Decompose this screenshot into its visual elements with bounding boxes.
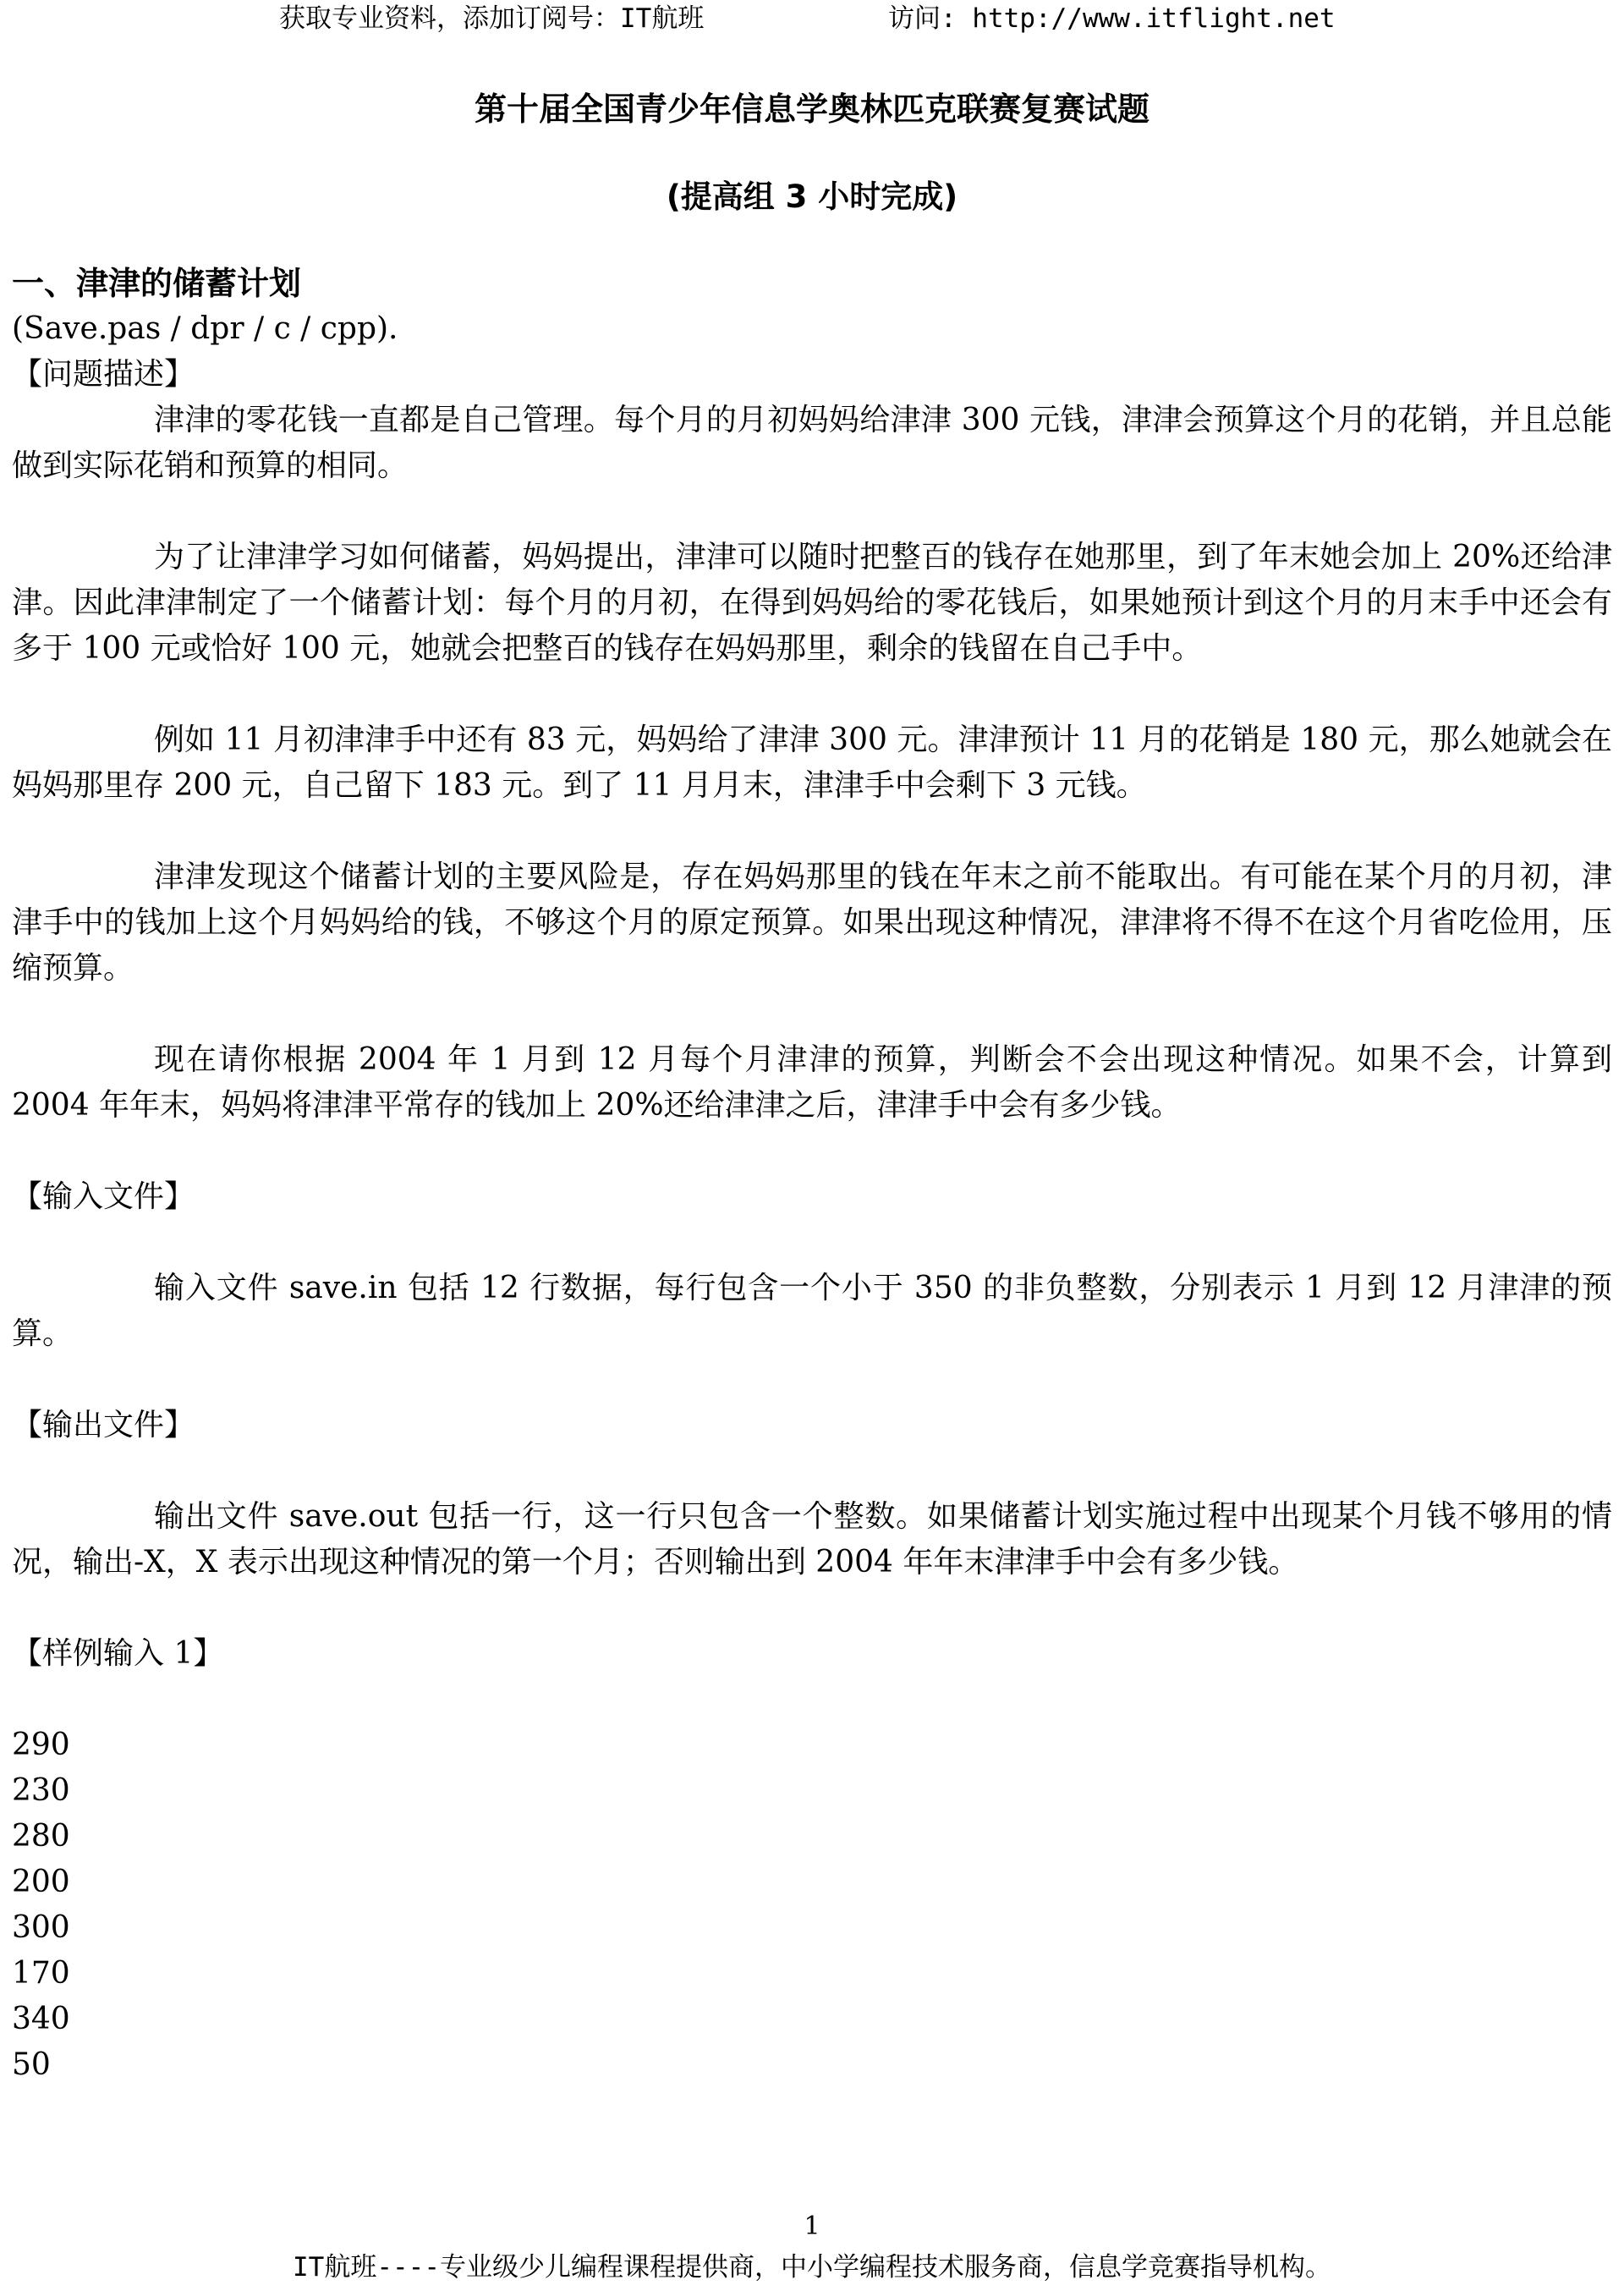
- sample-input-value: 170: [12, 1956, 70, 1991]
- paragraph-spacer: [12, 1677, 1612, 1722]
- sample-input-value: 290: [12, 1728, 70, 1762]
- sample-input-value: 230: [12, 1773, 70, 1808]
- paragraph-spacer: [12, 1357, 1612, 1403]
- input-file-label: 【输入文件】: [12, 1179, 195, 1214]
- page-number: 1: [804, 2211, 820, 2241]
- sample-input-value: 200: [12, 1865, 70, 1899]
- sample-input-label: 【样例输入 1】: [12, 1636, 224, 1671]
- paragraph-spacer: [12, 672, 1612, 717]
- description-label: 【问题描述】: [12, 357, 195, 392]
- output-file-label: 【输出文件】: [12, 1408, 195, 1442]
- output-file-description: 输出文件 save.out 包括一行，这一行只包含一个整数。如果储蓄计划实施过程中出现某个月钱不够用的情况，输出-X，X 表示出现这种情况的第一个月；否则输出到 2004 年年末津津手中会有多少钱。: [12, 1499, 1612, 1580]
- problem-heading: 一、津津的储蓄计划: [12, 265, 302, 302]
- sample-input-value: 50: [12, 2047, 51, 2082]
- document-title: 第十届全国青少年信息学奥林匹克联赛复赛试题: [474, 91, 1149, 128]
- sample-input-list: [12, 1722, 1612, 2088]
- problem-file-names: (Save.pas / dpr / c / cpp).: [12, 311, 398, 346]
- description-paragraph: 为了让津津学习如何储蓄，妈妈提出，津津可以随时把整百的钱存在她那里，到了年末她会加上 20%还给津津。因此津津制定了一个储蓄计划：每个月的月初，在得到妈妈给的零花钱后，如果她预计到这个月的月末手中还会有多于 100 元或恰好 100 元，她就会把整百的钱存在妈妈那里，剩余的钱留在自己手中。: [12, 540, 1612, 666]
- header-website-text: 访问: http://www.itflight.net: [888, 3, 1336, 34]
- description-paragraph: 现在请你根据 2004 年 1 月到 12 月每个月津津的预算，判断会不会出现这种情况。如果不会，计算到 2004 年年末，妈妈将津津平常存的钱加上 20%还给津津之后，津津手中会有多少钱。: [12, 1042, 1612, 1123]
- sample-input-value: 280: [12, 1819, 70, 1854]
- description-paragraph: 例如 11 月初津津手中还有 83 元，妈妈给了津津 300 元。津津预计 11 月的花销是 180 元，那么她就会在妈妈那里存 200 元，自己留下 183 元。到了 11 月月末，津津手中会剩下 3 元钱。: [12, 722, 1612, 803]
- paragraph-spacer: [12, 489, 1612, 535]
- paragraph-spacer: [12, 809, 1612, 854]
- page-header: [0, 0, 1624, 41]
- description-paragraph: 津津发现这个储蓄计划的主要风险是，存在妈妈那里的钱在年末之前不能取出。有可能在某个月的月初，津津手中的钱加上这个月妈妈给的钱，不够这个月的原定预算。如果出现这种情况，津津将不得不在这个月省吃俭用，压缩预算。: [12, 860, 1612, 986]
- sample-input-value: 300: [12, 1910, 70, 1945]
- page-footer: IT航班----专业级少儿编程课程提供商，中小学编程技术服务商，信息学竞赛指导机构。: [293, 2252, 1331, 2283]
- paragraph-spacer: [12, 1448, 1612, 1494]
- document-subtitle: (提高组 3 小时完成): [666, 179, 958, 215]
- header-subscribe-text: 获取专业资料，添加订阅号：IT航班: [279, 3, 705, 34]
- input-file-description: 输入文件 save.in 包括 12 行数据，每行包含一个小于 350 的非负整数，分别表示 1 月到 12 月津津的预算。: [12, 1271, 1612, 1351]
- description-paragraph: 津津的零花钱一直都是自己管理。每个月的月初妈妈给津津 300 元钱，津津会预算这个月的花销，并且总能做到实际花销和预算的相同。: [12, 403, 1612, 483]
- sample-input-value: 340: [12, 2002, 70, 2036]
- paragraph-spacer: [12, 1129, 1612, 1174]
- paragraph-spacer: [12, 1220, 1612, 1266]
- paragraph-spacer: [12, 1585, 1612, 1631]
- problem-content: [12, 261, 1612, 2088]
- paragraph-spacer: [12, 992, 1612, 1037]
